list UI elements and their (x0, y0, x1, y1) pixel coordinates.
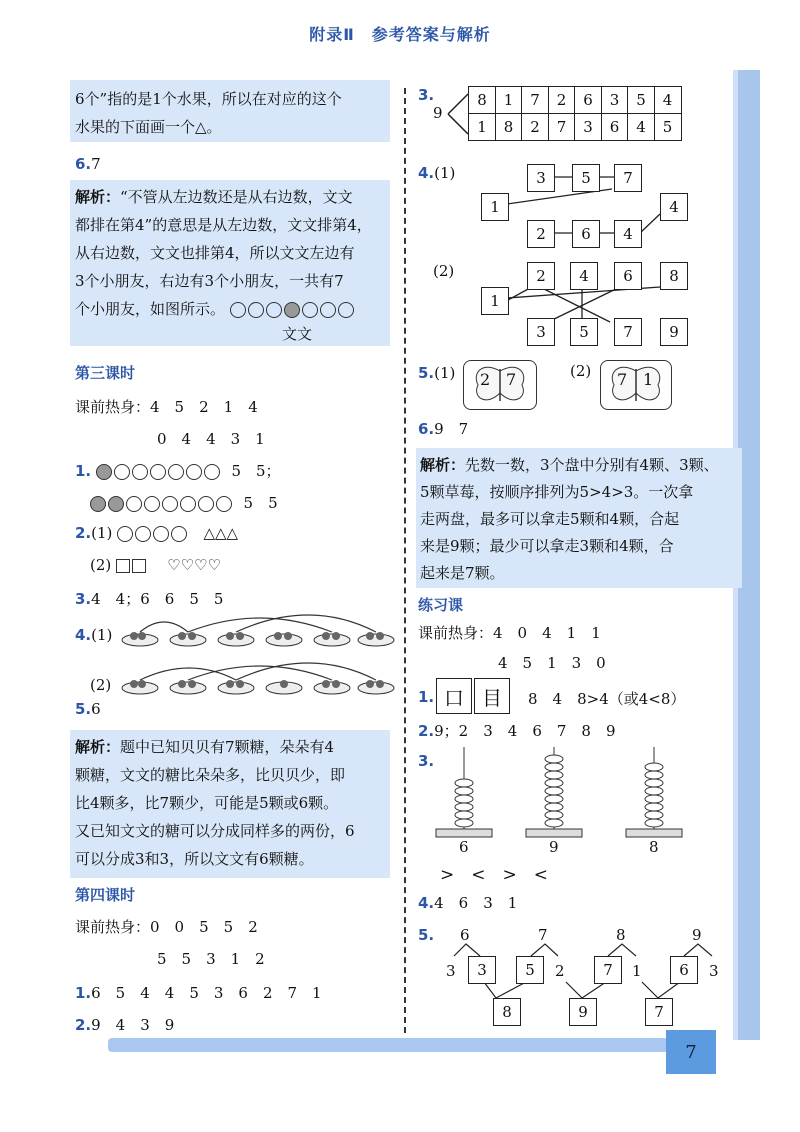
explain-text: “不管从左边数还是从右边数，文文 (120, 188, 353, 206)
q6-explain-line-4: 3个小朋友，右边有3个小朋友，一共有7 (75, 272, 344, 290)
warmup-values: 0 0 5 5 2 (150, 918, 258, 936)
q3-row1-cell: 1 (495, 86, 523, 114)
warmup-label: 课前热身： (418, 624, 494, 642)
butterfly-right-wing: 1 (643, 370, 654, 389)
l3-q5-explain-line-3: 比4颗多，比7颗少，可能是5颗或6颗。 (75, 794, 339, 812)
pr-q5-top-3: 8 (616, 926, 626, 944)
page-header: 附录Ⅱ 参考答案与解析 (309, 25, 491, 44)
q4p2-top-box: 8 (660, 262, 688, 290)
q-number: 1. (418, 688, 435, 706)
pr-q5-side-4: 3 (709, 962, 719, 980)
q-answer: 9；2 3 4 6 7 8 9 (434, 722, 616, 740)
q3-row1-cell: 7 (521, 86, 549, 114)
q6-explain-line-3: 从右边数，文文也排第4，所以文文左边有 (75, 244, 355, 262)
q3-row2-cell: 8 (495, 113, 523, 141)
abacus-label-3: 8 (649, 838, 659, 856)
q-answer: 6 5 4 4 5 3 6 2 7 1 (91, 984, 322, 1002)
q4p2-top-box: 6 (614, 262, 642, 290)
part-label: (1) (91, 626, 113, 644)
q4p1-top-box: 7 (614, 164, 642, 192)
pr-q1-char-box-2: 目 (474, 678, 510, 714)
cont-line-1: 6个”指的是1个水果，所以在对应的这个 (75, 90, 342, 108)
explain-label: 解析： (75, 188, 121, 206)
abacus-label-2: 9 (549, 838, 559, 856)
l3-q5-explain-line-4: 又已知文文的糖可以分成同样多的两份，6 (75, 822, 355, 840)
pr-q5-top-4: 9 (692, 926, 702, 944)
q-number: 3. (75, 590, 92, 608)
q4p2-left-box: 1 (481, 287, 509, 315)
q-number: 3. (418, 86, 435, 104)
q4p1-top-box: 3 (527, 164, 555, 192)
q6-answer: 7 (91, 155, 101, 173)
triangles: △△△ (203, 524, 239, 542)
q-answer: 9 4 3 9 (91, 1016, 175, 1034)
cont-line-2: 水果的下面画一个△。 (75, 118, 222, 136)
q-number: 2. (75, 1016, 92, 1034)
q-number: 1. (75, 984, 92, 1002)
explain-label: 解析： (75, 738, 121, 756)
q6-explain-line-2: 都排在第4”的意思是从左边数，文文排第4， (75, 216, 372, 234)
l3-q4-row2: (2) (90, 676, 112, 694)
q-answer: 6 (91, 700, 101, 718)
explain-text: 先数一数，3个盘中分别有4颗、3颗、 (465, 456, 719, 474)
q4p1-left-box: 1 (481, 193, 509, 221)
pr-q5-box-4: 6 (670, 956, 698, 984)
pr-q5-box-2: 5 (516, 956, 544, 984)
pr-q5-box-1: 3 (468, 956, 496, 984)
q-number: 4. (75, 626, 92, 644)
q-number: 4. (418, 164, 435, 182)
part-label: (1) (434, 164, 456, 182)
q4p1-bottom-box: 6 (572, 220, 600, 248)
r-q5-p2-label: (2) (570, 362, 592, 380)
q4p1-right-box: 4 (660, 193, 688, 221)
wenwen-label: 文文 (282, 325, 313, 343)
q4p2-top-box: 2 (527, 262, 555, 290)
pr-q5-bottom-1: 8 (493, 998, 521, 1026)
q3-row2-cell: 4 (627, 113, 655, 141)
page-number: 7 (666, 1030, 716, 1074)
q3-row2-cell: 6 (601, 113, 629, 141)
butterfly-left-wing: 2 (480, 370, 491, 389)
q-number: 5. (418, 926, 435, 944)
l4-warmup-row2: 5 5 3 1 2 (157, 950, 265, 968)
explain-text: 题中已知贝贝有7颗糖，朵朵有4 (120, 738, 335, 756)
l3-warmup-row2: 0 4 4 3 1 (157, 430, 265, 448)
q-number: 4. (418, 894, 435, 912)
pr-q5-top-1: 6 (460, 926, 470, 944)
q3-row1-cell: 3 (601, 86, 629, 114)
pr-q5-bottom-3: 7 (645, 998, 673, 1026)
r-q6-explain-line-2: 5颗草莓，按顺序排列为5>4>3。一次拿 (420, 483, 694, 501)
q4p1-bottom-box: 4 (614, 220, 642, 248)
q3-row2-cell: 1 (468, 113, 496, 141)
q4p1-bottom-box: 2 (527, 220, 555, 248)
pr-q5-top-2: 7 (538, 926, 548, 944)
q3-row1-cell: 2 (548, 86, 576, 114)
butterfly-left-wing: 7 (617, 370, 628, 389)
warmup-label: 课前热身： (75, 918, 151, 936)
pr-q1-tail: 8 4 8>4（或4<8） (528, 690, 686, 708)
q4p2-bottom-box: 7 (614, 318, 642, 346)
q-number: 5. (418, 364, 435, 382)
practice-title: 练习课 (418, 596, 464, 614)
r-q4-p2-label: (2) (433, 262, 455, 280)
q-answer: 4 6 3 1 (434, 894, 518, 912)
abacus-label-1: 6 (459, 838, 469, 856)
pr-warmup-row2: 4 5 1 3 0 (498, 654, 606, 672)
q-answer: 9 7 (434, 420, 469, 438)
lesson4-title: 第四课时 (75, 886, 136, 904)
l3-q5-explain-line-5: 可以分成3和3，所以文文有6颗糖。 (75, 850, 314, 868)
butterfly-right-wing: 7 (506, 370, 517, 389)
q3-row2-cell: 3 (574, 113, 602, 141)
explain-label: 解析： (420, 456, 466, 474)
lesson3-title: 第三课时 (75, 364, 136, 382)
part-label: (1) (91, 524, 113, 542)
q4p2-bottom-box: 5 (570, 318, 598, 346)
q-number: 6. (418, 420, 435, 438)
pr-q5-side-3: 1 (632, 962, 642, 980)
pr-q5-side-1: 3 (446, 962, 456, 980)
r-q6-explain-line-5: 起来是7颗。 (420, 564, 505, 582)
pr-q5-bottom-2: 9 (569, 998, 597, 1026)
q4p2-bottom-box: 3 (527, 318, 555, 346)
q4p2-bottom-box: 9 (660, 318, 688, 346)
q3-row2-cell: 7 (548, 113, 576, 141)
q-number: 2. (418, 722, 435, 740)
l3-q5-explain-line-2: 颗糖，文文的糖比朵朵多，比贝贝少，即 (75, 766, 346, 784)
q-answer: 4 4；6 6 5 5 (91, 590, 224, 608)
pr-q5-box-3: 7 (594, 956, 622, 984)
r-q6-explain-line-4: 来是9颗；最少可以拿走3颗和4颗，合 (420, 537, 674, 555)
q-tail: 5 5 (243, 494, 278, 512)
part-label: (2) (90, 556, 112, 574)
r-q6-explain-line-3: 走两盘，最多可以拿走5颗和4颗，合起 (420, 510, 680, 528)
q-number: 5. (75, 700, 92, 718)
warmup-values: 4 5 2 1 4 (150, 398, 258, 416)
pr-q5-side-2: 2 (555, 962, 565, 980)
q3-row1-cell: 4 (654, 86, 682, 114)
q6-number: 6. (75, 155, 92, 173)
warmup-values: 4 0 4 1 1 (493, 624, 601, 642)
hearts: ♡♡♡♡ (167, 556, 221, 574)
q3-row2-cell: 5 (654, 113, 682, 141)
r-q3-nine: 9 (433, 104, 443, 122)
part-label: (1) (434, 364, 456, 382)
q3-row1-cell: 8 (468, 86, 496, 114)
q-tail: 5 5； (231, 462, 281, 480)
q-number: 1. (75, 462, 92, 480)
q4p1-top-box: 5 (572, 164, 600, 192)
q3-row1-cell: 5 (627, 86, 655, 114)
q-number: 3. (418, 752, 435, 770)
explain-text: 个小朋友，如图所示。 (75, 300, 226, 318)
q3-row1-cell: 6 (574, 86, 602, 114)
pr-q1-char-box-1: 口 (436, 678, 472, 714)
q3-row2-cell: 2 (521, 113, 549, 141)
q-number: 2. (75, 524, 92, 542)
warmup-label: 课前热身： (75, 398, 151, 416)
pr-q3-signs: > < > < (440, 865, 548, 885)
q4p2-top-box: 4 (570, 262, 598, 290)
